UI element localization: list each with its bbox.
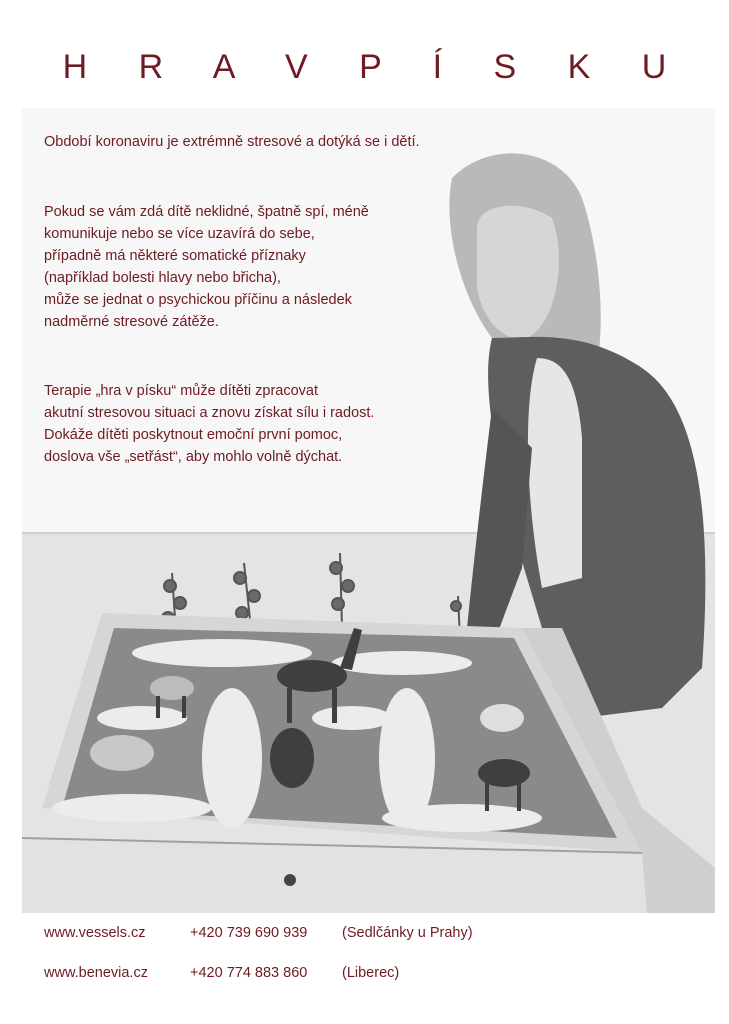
page-title: H R A V P Í S K U xyxy=(62,48,688,86)
phone-number[interactable]: +420 739 690 939 xyxy=(190,925,308,941)
paragraph-line: Období koronaviru je extrémně stresové a dotýká se i dětí. xyxy=(44,134,420,150)
location: (Liberec) xyxy=(342,965,400,981)
paragraph-line: doslova vše „setřást“, aby mohlo volně dýchat. xyxy=(44,449,343,465)
phone-number[interactable]: +420 774 883 860 xyxy=(190,965,308,981)
intro-paragraph xyxy=(44,131,420,153)
symptoms-paragraph xyxy=(44,201,369,333)
paragraph-line: Pokud se vám zdá dítě neklidné, špatně spí, méně xyxy=(44,204,369,220)
paragraph-line: (například bolesti hlavy nebo břicha), xyxy=(44,270,281,286)
therapy-paragraph xyxy=(44,380,374,468)
paragraph-line: Terapie „hra v písku“ může dítěti zpracovat xyxy=(44,383,319,399)
website-link[interactable]: www.vessels.cz xyxy=(44,925,146,941)
paragraph-line: Dokáže dítěti poskytnout emoční první pomoc, xyxy=(44,427,343,443)
location: (Sedlčánky u Prahy) xyxy=(342,925,473,941)
website-link[interactable]: www.benevia.cz xyxy=(44,965,148,981)
paragraph-line: komunikuje nebo se více uzavírá do sebe, xyxy=(44,226,315,242)
paragraph-line: může se jednat o psychickou příčinu a následek xyxy=(44,292,352,308)
paragraph-line: případně má některé somatické příznaky xyxy=(44,248,306,264)
paragraph-line: nadměrné stresové zátěže. xyxy=(44,314,219,330)
paragraph-line: akutní stresovou situaci a znovu získat sílu i radost. xyxy=(44,405,375,421)
